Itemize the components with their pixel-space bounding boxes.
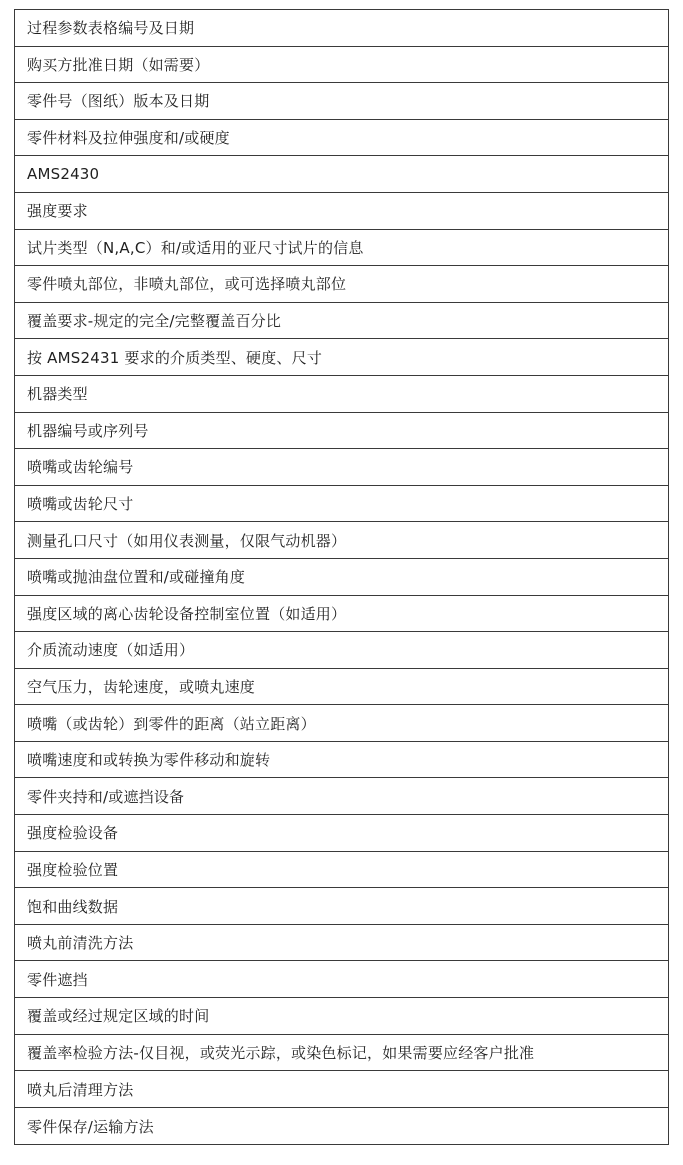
table-row xyxy=(15,998,668,1035)
row-label: 喷嘴或齿轮尺寸 xyxy=(27,495,134,514)
row-label: 喷丸后清理方法 xyxy=(27,1080,134,1099)
row-label: 零件号（图纸）版本及日期 xyxy=(27,92,210,111)
row-label: 零件材料及拉伸强度和/或硬度 xyxy=(27,129,230,148)
row-label: 过程参数表格编号及日期 xyxy=(27,19,195,38)
table-row xyxy=(15,413,668,450)
table-row xyxy=(15,83,668,120)
table-row xyxy=(15,815,668,852)
row-label: 强度检验位置 xyxy=(27,860,119,879)
row-label: 试片类型（N,A,C）和/或适用的亚尺寸试片的信息 xyxy=(27,238,364,257)
table-row xyxy=(15,486,668,523)
row-label: AMS2430 xyxy=(27,165,100,184)
table-row xyxy=(15,778,668,815)
row-label: 覆盖率检验方法-仅目视，或荧光示踪，或染色标记，如果需要应经客户批准 xyxy=(27,1043,535,1062)
table-row xyxy=(15,266,668,303)
table-row xyxy=(15,1108,668,1145)
table-row xyxy=(15,596,668,633)
table-row xyxy=(15,376,668,413)
table-row xyxy=(15,1035,668,1072)
row-label: 强度检验设备 xyxy=(27,824,119,843)
table-row xyxy=(15,852,668,889)
row-label: 介质流动速度（如适用） xyxy=(27,641,195,660)
row-label: 喷嘴或抛油盘位置和/或碰撞角度 xyxy=(27,568,246,587)
table-row xyxy=(15,705,668,742)
table-row xyxy=(15,120,668,157)
row-label: 喷嘴或齿轮编号 xyxy=(27,458,134,477)
row-label: 机器类型 xyxy=(27,385,88,404)
row-label: 覆盖或经过规定区域的时间 xyxy=(27,1007,210,1026)
parameter-table xyxy=(14,9,669,1145)
table-row xyxy=(15,230,668,267)
row-label: 饱和曲线数据 xyxy=(27,897,119,916)
table-row xyxy=(15,449,668,486)
row-label: 喷丸前清洗方法 xyxy=(27,934,134,953)
table-row xyxy=(15,1071,668,1108)
table-row xyxy=(15,10,668,47)
row-label: 按 AMS2431 要求的介质类型、硬度、尺寸 xyxy=(27,348,323,367)
row-label: 零件遮挡 xyxy=(27,970,88,989)
table-row xyxy=(15,156,668,193)
row-label: 喷嘴速度和或转换为零件移动和旋转 xyxy=(27,751,271,770)
table-row xyxy=(15,888,668,925)
table-row xyxy=(15,669,668,706)
row-label: 强度区域的离心齿轮设备控制室位置（如适用） xyxy=(27,604,347,623)
table-row xyxy=(15,339,668,376)
table-row xyxy=(15,193,668,230)
row-label: 零件夹持和/或遮挡设备 xyxy=(27,787,185,806)
row-label: 测量孔口尺寸（如用仪表测量，仅限气动机器） xyxy=(27,531,347,550)
table-row xyxy=(15,742,668,779)
table-row xyxy=(15,925,668,962)
table-row xyxy=(15,47,668,84)
row-label: 喷嘴（或齿轮）到零件的距离（站立距离） xyxy=(27,714,316,733)
row-label: 覆盖要求-规定的完全/完整覆盖百分比 xyxy=(27,312,282,331)
table-row xyxy=(15,961,668,998)
row-label: 购买方批准日期（如需要） xyxy=(27,55,210,74)
table-row xyxy=(15,303,668,340)
row-label: 机器编号或序列号 xyxy=(27,421,149,440)
table-row xyxy=(15,559,668,596)
row-label: 零件喷丸部位，非喷丸部位，或可选择喷丸部位 xyxy=(27,275,347,294)
row-label: 空气压力，齿轮速度，或喷丸速度 xyxy=(27,677,256,696)
row-label: 零件保存/运输方法 xyxy=(27,1117,154,1136)
row-label: 强度要求 xyxy=(27,202,88,221)
table-row xyxy=(15,632,668,669)
table-row xyxy=(15,522,668,559)
